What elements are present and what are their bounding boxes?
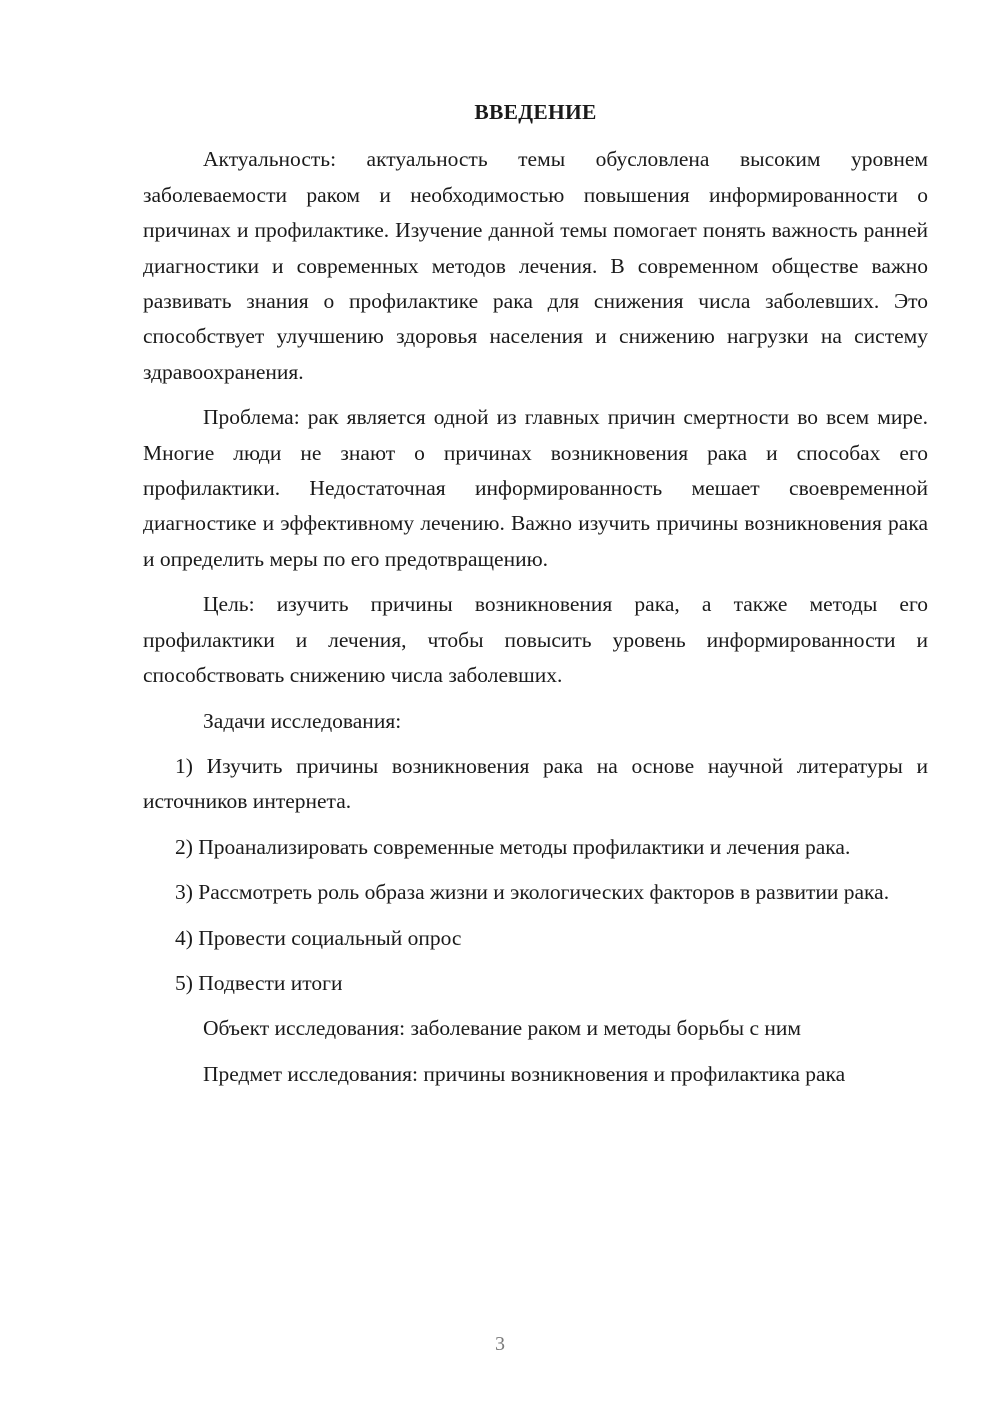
goal-paragraph: Цель: изучить причины возникновения рака, а также методы его профилактики и лечения, чтобы повысить уровень информированности и способствовать снижению числа заболевших. [143,592,928,688]
task-item: 5) Подвести итоги [175,970,343,995]
page-number: 3 [495,1333,505,1355]
section-title: ВВЕДЕНИЕ [474,100,597,124]
tasks-heading: Задачи исследования: [203,708,402,733]
task-item: 3) Рассмотреть роль образа жизни и экологических факторов в развитии рака. [175,880,890,905]
research-object: Объект исследования: заболевание раком и методы борьбы с ним [203,1016,802,1041]
document-page [143,95,928,1102]
task-item: 2) Проанализировать современные методы профилактики и лечения рака. [175,834,851,859]
task-item: 4) Провести социальный опрос [175,925,462,950]
research-subject: Предмет исследования: причины возникновения и профилактика рака [203,1061,846,1086]
task-item: 1) Изучить причины возникновения рака на основе научной литературы и источников интернета. [143,753,928,814]
problem-paragraph: Проблема: рак является одной из главных причин смертности во всем мире. Многие люди не знают о причинах возникновения рака и способах его профилактики. Недостаточная информированность мешает своевременной диагностике и эффективному лечению. Важно изучить причины возникновения рака и определить меры по его предотвращению. [143,405,928,571]
relevance-paragraph: Актуальность: актуальность темы обусловлена высоким уровнем заболеваемости раком и необходимостью повышения информированности о причинах и профилактике. Изучение данной темы помогает понять важность ранней диагностики и современных методов лечения. В современном обществе важно развивать знания о профилактике рака для снижения числа заболевших. Это способствует улучшению здоровья населения и снижению нагрузки на систему здравоохранения. [143,147,928,384]
